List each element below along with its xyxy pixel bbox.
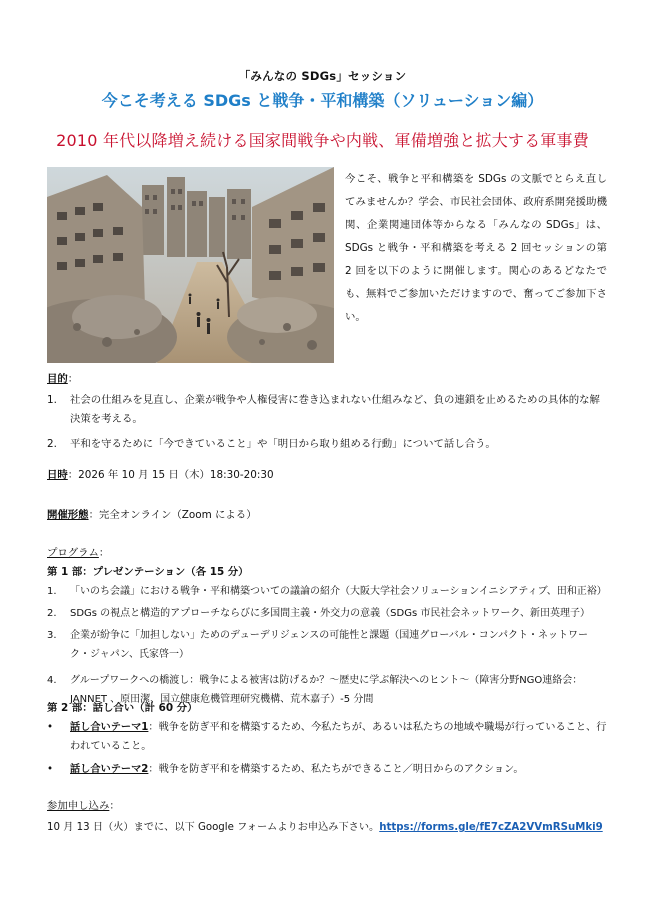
list-text: 平和を守るために「今できていること」や「明日から取り組める行動」について話し合う。 <box>70 438 496 450</box>
purpose-label: 目的 <box>47 373 68 385</box>
list-number: 1. <box>47 394 57 406</box>
list-number: 2. <box>47 438 57 450</box>
list-text: ：戦争を防ぎ平和を構築するため、今私たちが、あるいは私たちの地域や職場が行っていること、行われていること。 <box>70 722 607 752</box>
list-item <box>47 604 607 623</box>
session-headline: 今こそ考える SDGs と戦争・平和構築（ソリューション編） <box>101 91 544 110</box>
bullet: • <box>47 764 54 775</box>
session-kicker: 「みんなの SDGs」セッション <box>238 69 407 83</box>
apply-heading <box>47 797 607 812</box>
red-subheadline: 2010 年代以降増え続ける国家間戦争や内戦、軍備増強と拡大する軍事費 <box>56 131 589 150</box>
list-text: 社会の仕組みを見直し、企業が戦争や人権侵害に巻き込まれない仕組みなど、負の連鎖を止めるための具体的な解決策を考える。 <box>70 394 600 425</box>
intro-paragraph: 今こそ、戦争と平和構築を SDGs の文脈でとらえ直してみませんか？学会、市民社会団体、政府系開発援助機関、企業関連団体等からなる「みんなの SDGs」は、SDGs と戦争・平和構築を考える 2 回セッションの第 2 回を以下のように開催します。関心のあるどなたでも、無料でご参加いただけますので、奮ってご参加下さい。 <box>345 173 607 323</box>
format-line <box>47 506 607 521</box>
list-text: 企業が紛争に「加担しない」ためのデューデリジェンスの可能性と課題（国連グローバル・コンパクト・ネットワーク・ジャパン、氏家啓一） <box>70 630 588 660</box>
list-number: 3. <box>47 630 57 641</box>
program-label: プログラム <box>47 547 99 559</box>
list-text: グループワークへの橋渡し：戦争による被害は防げるか？～歴史に学ぶ解決へのヒント～（障害分野NGO連絡会：JANNET 、原田潔、国立健康危機管理研究機構、荒木嘉子）-5 分間 <box>70 675 583 705</box>
list-item <box>47 435 607 454</box>
list-text: ：戦争を防ぎ平和を構築するため、私たちができること／明日からのアクション。 <box>148 764 524 775</box>
apply-label: 参加申し込み <box>47 800 110 812</box>
part1-list <box>47 582 607 709</box>
list-text: 「いのち会議」における戦争・平和構築ついての議論の紹介（大阪大学社会ソリューションイニシアティブ、田和正裕） <box>70 586 607 597</box>
apply-colon: ： <box>109 800 120 812</box>
datetime-line <box>47 466 607 481</box>
datetime-value: ：2026 年 10 月 15 日（木）18:30-20:30 <box>67 469 274 481</box>
part2-title: 第 2 部：話し合い（計 60 分） <box>47 702 198 714</box>
theme-label: 話し合いテーマ1 <box>70 722 149 733</box>
part2-list <box>47 718 607 779</box>
program-colon: ： <box>98 547 110 559</box>
program-heading <box>47 544 607 559</box>
list-text: SDGs の視点と構造的アプローチならびに多国間主義・外交力の意義（SDGs 市民社会ネットワーク、新田英理子） <box>70 608 590 619</box>
list-number: 4. <box>47 675 57 686</box>
apply-text: 10 月 13 日（火）までに、以下 Google フォームよりお申込み下さい。 <box>47 822 380 833</box>
purpose-list <box>47 391 607 454</box>
purpose-heading <box>47 370 607 385</box>
apply-line <box>47 818 607 833</box>
google-form-link[interactable]: https://forms.gle/fE7cZA2VVmRSuMki9 <box>379 822 603 833</box>
format-label: 開催形態 <box>47 509 89 521</box>
ruined-city-photo <box>47 167 334 363</box>
list-item <box>47 626 607 664</box>
part1-title: 第 1 部：プレゼンテーション（各 15 分） <box>47 566 249 578</box>
datetime-label: 日時 <box>47 469 68 481</box>
list-number: 1. <box>47 586 57 597</box>
theme-label: 話し合いテーマ2 <box>70 764 149 775</box>
list-item <box>47 760 607 779</box>
format-value: ：完全オンライン（Zoom による） <box>88 509 257 521</box>
list-number: 2. <box>47 608 57 619</box>
bullet: • <box>47 722 54 733</box>
list-item <box>47 391 607 429</box>
purpose-colon: ： <box>67 373 79 385</box>
list-item <box>47 718 607 756</box>
list-item <box>47 582 607 601</box>
